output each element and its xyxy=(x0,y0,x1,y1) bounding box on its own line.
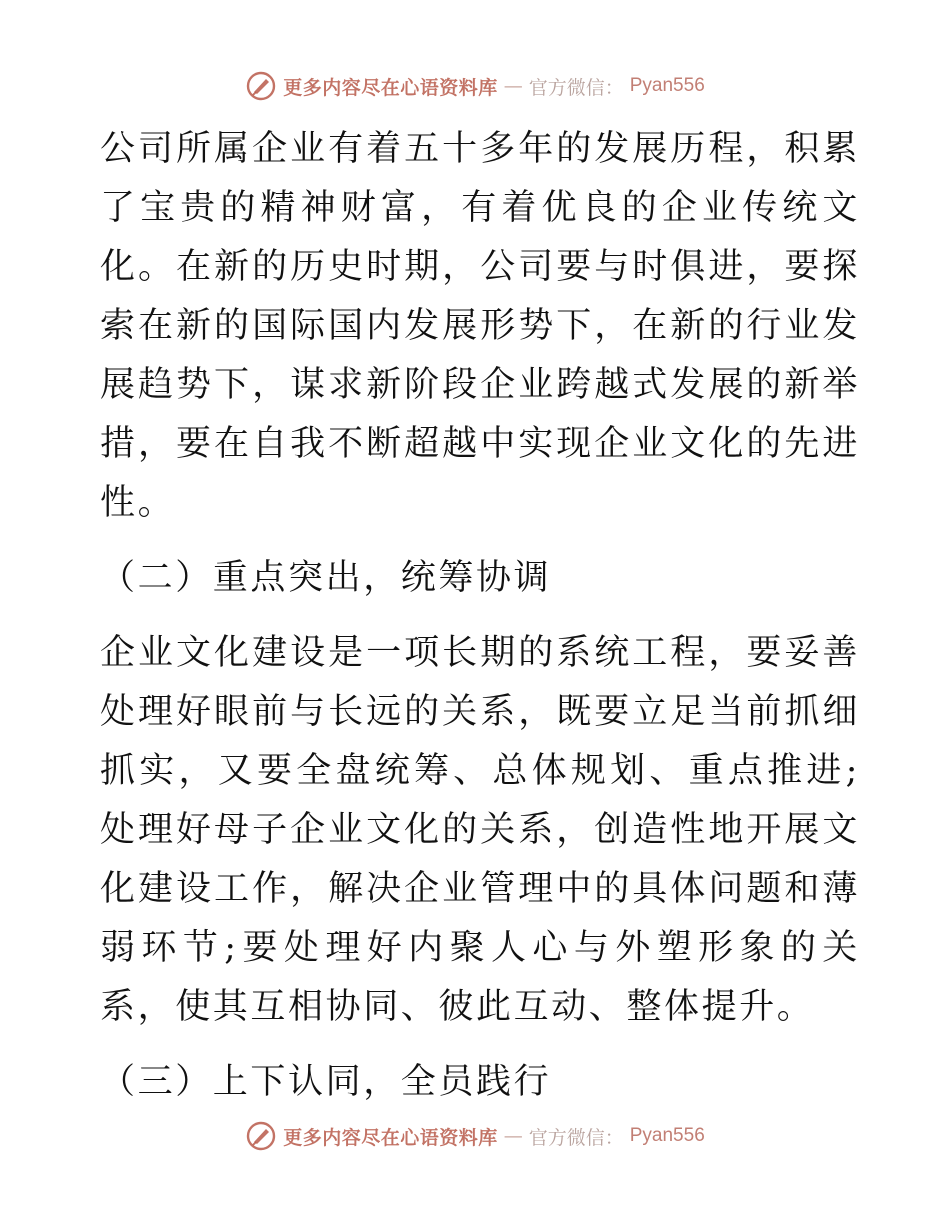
watermark-contact-id: Pyan556 xyxy=(629,75,705,96)
watermark-contact-id: Pyan556 xyxy=(629,1125,705,1146)
quill-pen-logo-icon xyxy=(245,1120,277,1152)
body-paragraph: 公司所属企业有着五十多年的发展历程，积累了宝贵的精神财富，有着优良的企业传统文化。在新的历史时期，公司要与时俱进，要探索在新的国际国内发展形势下，在新的行业发展趋势下，谋求新阶段企业跨越式发展的新举措，要在自我不断超越中实现企业文化的先进性。 xyxy=(100,129,860,523)
watermark-brand: 更多内容尽在心语资料库 xyxy=(283,76,498,99)
footer-watermark xyxy=(0,1120,950,1152)
header-watermark xyxy=(0,70,950,102)
watermark-contact-label: 官方微信： xyxy=(528,1126,624,1149)
section-heading: （三）上下认同，全员践行 xyxy=(100,1062,552,1102)
watermark-separator: — xyxy=(503,1125,523,1147)
document-body xyxy=(100,120,860,1112)
watermark-brand: 更多内容尽在心语资料库 xyxy=(283,1126,498,1149)
body-paragraph: 企业文化建设是一项长期的系统工程，要妥善处理好眼前与长远的关系，既要立足当前抓细抓实，又要全盘统筹、总体规划、重点推进;处理好母子企业文化的关系，创造性地开展文化建设工作，解决企业管理中的具体问题和薄弱环节;要处理好内聚人心与外塑形象的关系，使其互相协同、彼此互动、整体提升。 xyxy=(100,633,860,1027)
watermark-separator: — xyxy=(503,75,523,97)
watermark-contact-label: 官方微信： xyxy=(528,76,624,99)
section-heading: （二）重点突出，统筹协调 xyxy=(100,558,552,598)
quill-pen-logo-icon xyxy=(245,70,277,102)
